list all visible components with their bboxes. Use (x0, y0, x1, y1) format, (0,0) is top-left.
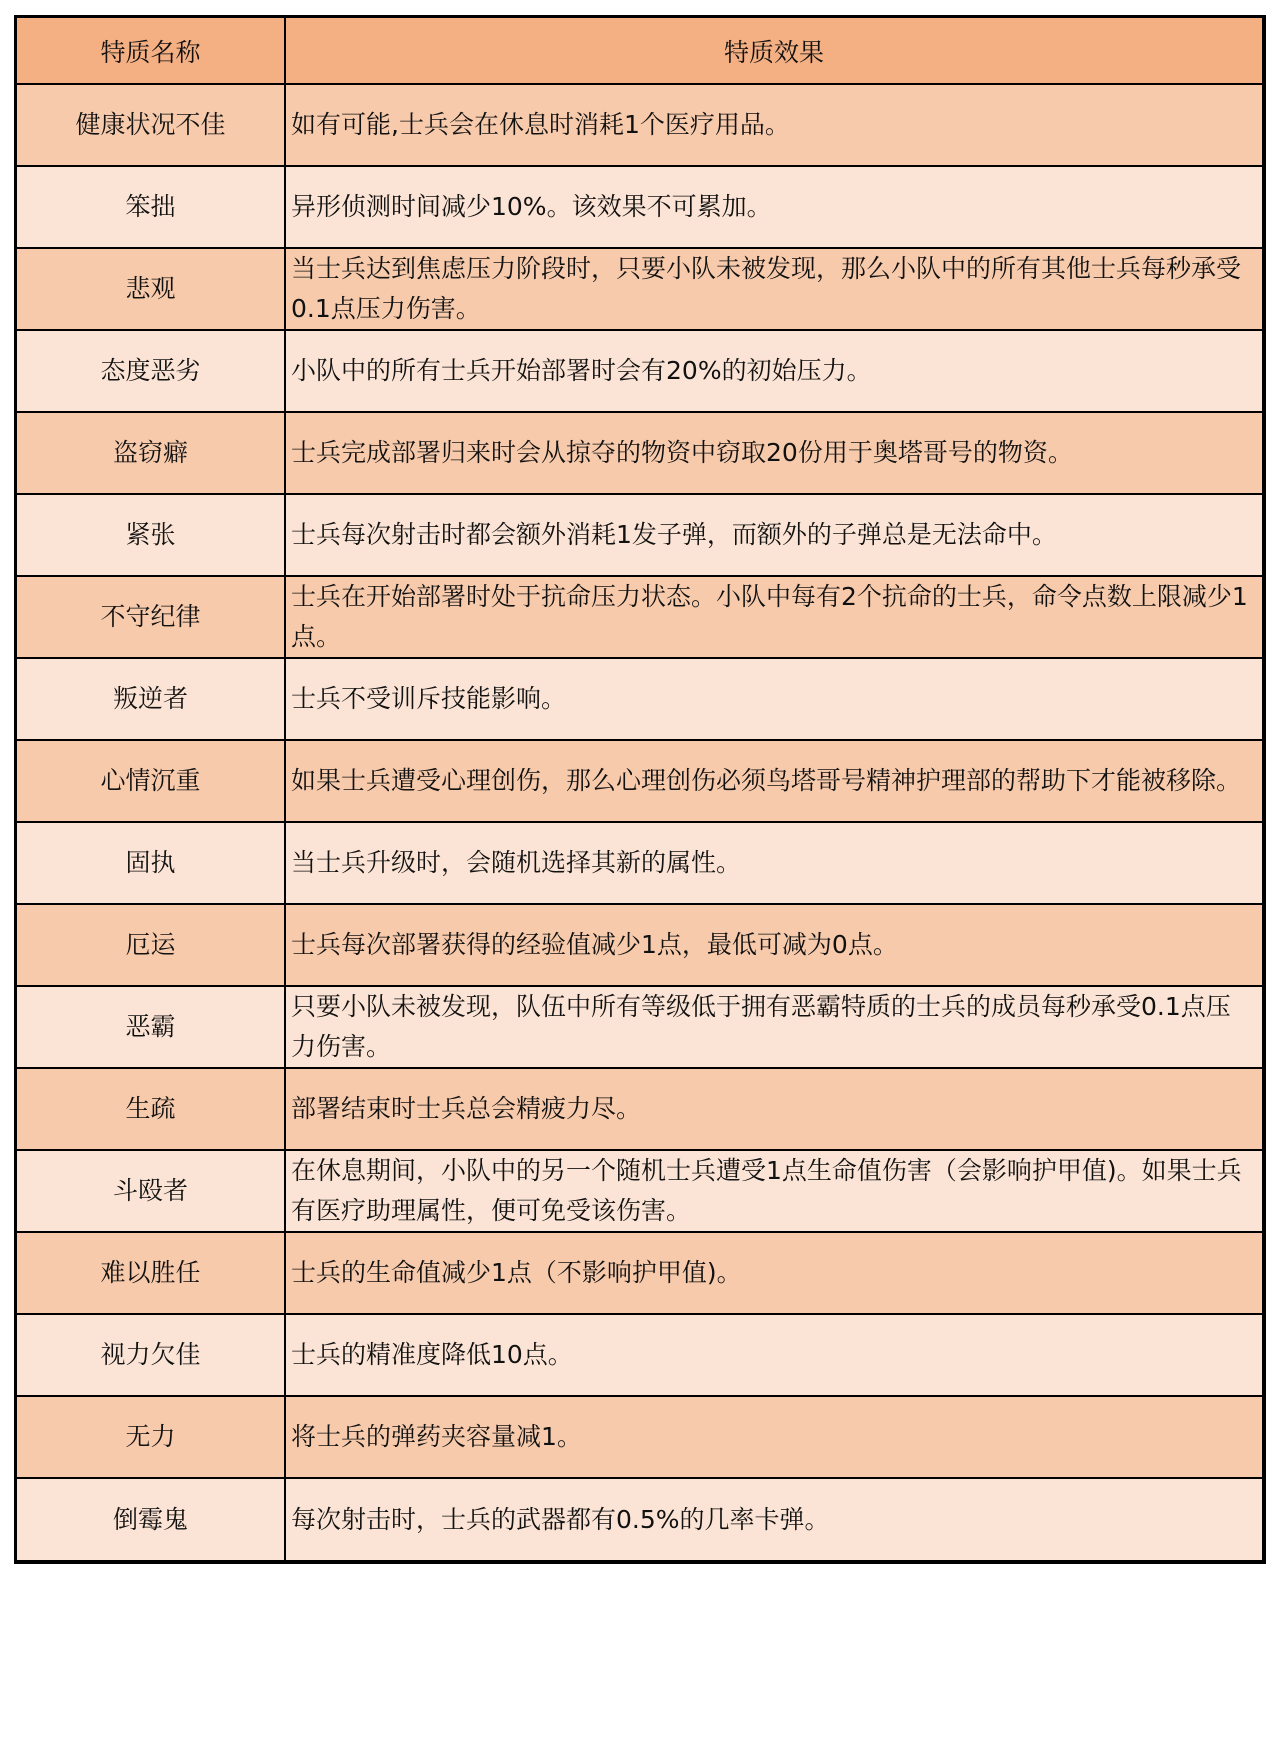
trait-effect: 士兵的精准度降低10点。 (285, 1314, 1262, 1396)
table-row (17, 1478, 1262, 1560)
table-row (17, 330, 1262, 412)
traits-table (17, 18, 1262, 1560)
trait-name: 倒霉鬼 (17, 1478, 285, 1560)
table-row (17, 412, 1262, 494)
trait-name: 难以胜任 (17, 1232, 285, 1314)
trait-effect: 小队中的所有士兵开始部署时会有20%的初始压力。 (285, 330, 1262, 412)
trait-name: 生疏 (17, 1068, 285, 1150)
trait-name: 悲观 (17, 248, 285, 330)
trait-effect: 士兵在开始部署时处于抗命压力状态。小队中每有2个抗命的士兵，命令点数上限减少1点。 (285, 576, 1262, 658)
trait-name: 心情沉重 (17, 740, 285, 822)
trait-name: 固执 (17, 822, 285, 904)
trait-effect: 部署结束时士兵总会精疲力尽。 (285, 1068, 1262, 1150)
trait-effect: 每次射击时，士兵的武器都有0.5%的几率卡弹。 (285, 1478, 1262, 1560)
trait-name: 无力 (17, 1396, 285, 1478)
trait-effect: 异形侦测时间减少10%。该效果不可累加。 (285, 166, 1262, 248)
trait-name: 不守纪律 (17, 576, 285, 658)
table-row (17, 740, 1262, 822)
trait-effect: 将士兵的弹药夹容量减1。 (285, 1396, 1262, 1478)
trait-effect: 士兵不受训斥技能影响。 (285, 658, 1262, 740)
table-row (17, 822, 1262, 904)
table-row (17, 576, 1262, 658)
column-header-name: 特质名称 (17, 18, 285, 84)
table-header-row (17, 18, 1262, 84)
trait-effect: 如有可能,士兵会在休息时消耗1个医疗用品。 (285, 84, 1262, 166)
traits-table-container (14, 15, 1266, 1564)
trait-name: 笨拙 (17, 166, 285, 248)
trait-name: 视力欠佳 (17, 1314, 285, 1396)
table-row (17, 248, 1262, 330)
trait-effect: 在休息期间，小队中的另一个随机士兵遭受1点生命值伤害（会影响护甲值)。如果士兵有医疗助理属性，便可免受该伤害。 (285, 1150, 1262, 1232)
trait-name: 厄运 (17, 904, 285, 986)
trait-name: 斗殴者 (17, 1150, 285, 1232)
table-row (17, 1396, 1262, 1478)
column-header-effect: 特质效果 (285, 18, 1262, 84)
trait-effect: 当士兵达到焦虑压力阶段时，只要小队未被发现，那么小队中的所有其他士兵每秒承受0.1点压力伤害。 (285, 248, 1262, 330)
table-row (17, 84, 1262, 166)
trait-name: 盗窃癖 (17, 412, 285, 494)
table-row (17, 904, 1262, 986)
trait-effect: 只要小队未被发现，队伍中所有等级低于拥有恶霸特质的士兵的成员每秒承受0.1点压力伤害。 (285, 986, 1262, 1068)
table-row (17, 1232, 1262, 1314)
trait-name: 恶霸 (17, 986, 285, 1068)
table-row (17, 1150, 1262, 1232)
table-row (17, 1314, 1262, 1396)
trait-effect: 士兵每次射击时都会额外消耗1发子弹，而额外的子弹总是无法命中。 (285, 494, 1262, 576)
trait-name: 紧张 (17, 494, 285, 576)
trait-effect: 当士兵升级时，会随机选择其新的属性。 (285, 822, 1262, 904)
trait-effect: 士兵每次部署获得的经验值减少1点，最低可减为0点。 (285, 904, 1262, 986)
table-row (17, 494, 1262, 576)
table-row (17, 986, 1262, 1068)
trait-effect: 士兵完成部署归来时会从掠夺的物资中窃取20份用于奥塔哥号的物资。 (285, 412, 1262, 494)
table-row (17, 1068, 1262, 1150)
trait-name: 健康状况不佳 (17, 84, 285, 166)
table-row (17, 658, 1262, 740)
trait-name: 态度恶劣 (17, 330, 285, 412)
trait-effect: 如果士兵遭受心理创伤，那么心理创伤必须鸟塔哥号精神护理部的帮助下才能被移除。 (285, 740, 1262, 822)
trait-effect: 士兵的生命值减少1点（不影响护甲值)。 (285, 1232, 1262, 1314)
table-row (17, 166, 1262, 248)
trait-name: 叛逆者 (17, 658, 285, 740)
